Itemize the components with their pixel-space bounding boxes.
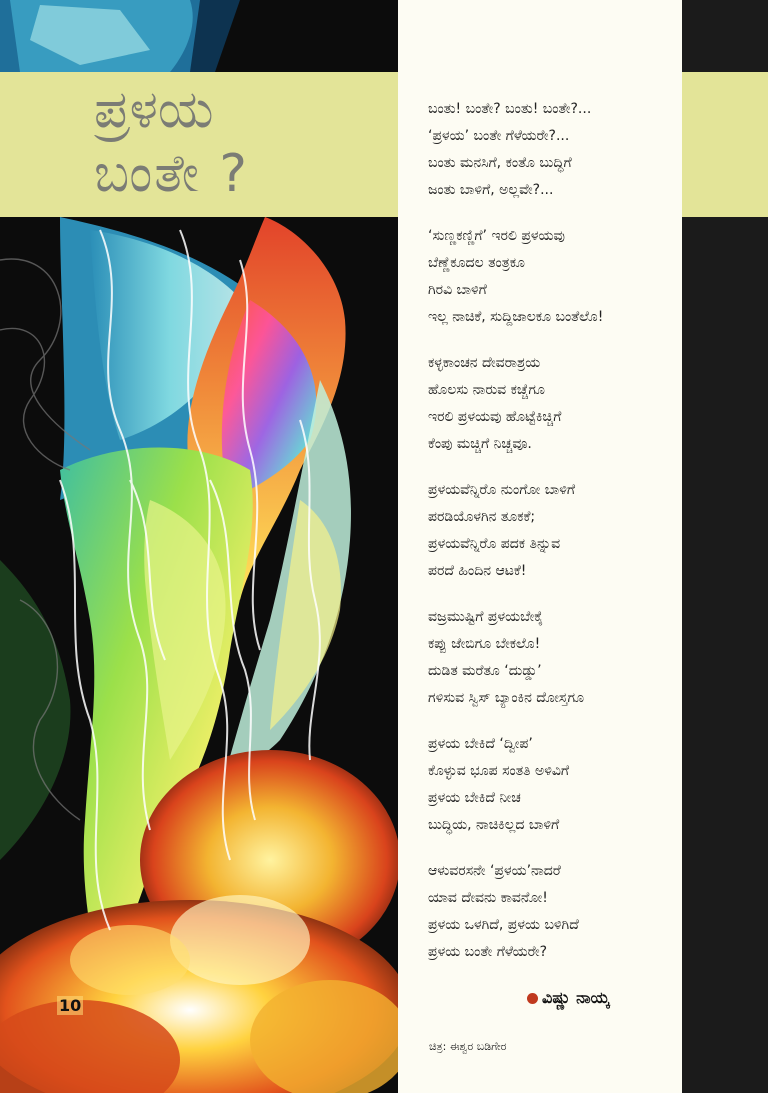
- poem-line: ಪ್ರಳಯ ಒಳಗಿದೆ, ಪ್ರಳಯ ಬಳಿಗಿದೆ: [428, 917, 579, 933]
- poem-stanza: [428, 96, 678, 204]
- poem-line: ಬಂತು ಮನಸಿಗೆ, ಕಂತೊ ಬುದ್ಧಿಗೆ: [428, 155, 572, 171]
- poem-line: ಯಾವ ದೇವನು ಕಾವನೋ!: [428, 890, 548, 906]
- poem-line: ದುಡಿತ ಮರೆತೂ ‘ದುಡ್ಡು’: [428, 663, 542, 679]
- poem-line: ಪರದೆ ಹಿಂದಿನ ಆಟಕೆ!: [428, 563, 527, 579]
- poem-stanza: [428, 731, 678, 839]
- poem-stanza: [428, 350, 678, 458]
- poem-line: ಪ್ರಳಯ ಬಂತೇ ಗೆಳೆಯರೇ?: [428, 944, 548, 960]
- poem-line: ವಜ್ರಮುಷ್ಟಿಗೆ ಪ್ರಳಯಬೇಕೈ: [428, 609, 544, 625]
- poem-line: ಜಂತು ಬಾಳಿಗೆ, ಅಲ್ಲವೇ?...: [428, 182, 554, 198]
- poem-line: ಗಳಿಸುವ ಸ್ವಿಸ್ ಬ್ಯಾಂಕಿನ ದೋಸ್ತಗೂ: [428, 690, 585, 706]
- poem-line: ಬೆಣ್ಣೆಕೂದಲ ತಂತ್ರಕೂ: [428, 255, 525, 271]
- poem: [428, 96, 678, 985]
- poem-stanza: [428, 858, 678, 966]
- page-title: [94, 78, 249, 206]
- title-line-1: ಪ್ರಳಯ: [94, 80, 214, 140]
- poem-line: ಪ್ರಳಯ ಬೇಕಿದೆ ‘ದ್ವೀಪ’: [428, 736, 533, 752]
- poem-line: ‘ಪ್ರಳಯ’ ಬಂತೇ ಗೆಳೆಯರೇ?...: [428, 128, 570, 144]
- poem-line: ಬುದ್ಧಿಯ, ನಾಚಿಕಿಲ್ಲದ ಬಾಳಿಗೆ: [428, 817, 560, 833]
- illustration-credit: ಚಿತ್ರ: ಈಶ್ವರ ಬಡಿಗೇರ: [429, 1040, 507, 1053]
- poem-line: ಆಳುವರಸನೇ ‘ಪ್ರಳಯ’ನಾದರೆ: [428, 863, 561, 879]
- poem-line: ಗಿರವಿ ಬಾಳಿಗೆ: [428, 282, 487, 298]
- poem-line: ಇಲ್ಲ ನಾಚಿಕೆ, ಸುದ್ದಿಜಾಲಕೂ ಬಂತೆಲೊ!: [428, 309, 604, 325]
- poem-stanza: [428, 223, 678, 331]
- poem-line: ಬಂತು! ಬಂತೇ? ಬಂತು! ಬಂತೇ?...: [428, 101, 592, 117]
- title-band-right: [682, 72, 768, 217]
- page-number: 10: [59, 996, 82, 1015]
- poem-line: ಪ್ರಳಯ ಬೇಕಿದೆ ನೀಚ: [428, 790, 521, 806]
- poem-line: ಪ್ರಳಯವೆನ್ನಿರೊ ನುಂಗೋ ಬಾಳಿಗೆ: [428, 482, 576, 498]
- poem-line: ಕಳ್ಳಕಾಂಚನ ದೇವರಾಶ್ರಯ: [428, 355, 541, 371]
- poem-line: ‘ಸುಣ್ಣಕಣ್ಣಿಗೆ’ ಇರಲಿ ಪ್ರಳಯವು: [428, 228, 565, 244]
- poem-stanza: [428, 604, 678, 712]
- poem-line: ಇರಲಿ ಪ್ರಳಯವು ಹೊಟ್ಟೆಕಿಚ್ಚಿಗೆ: [428, 409, 562, 425]
- title-line-2: ಬಂತೇ ?: [94, 144, 249, 204]
- author-name: ವಿಷ್ಣು ನಾಯ್ಕ: [542, 988, 610, 1007]
- author-byline: [527, 988, 609, 1008]
- poem-line: ಕೆಂಪು ಮಚ್ಚಿಗೆ ನಿಚ್ಚವೂ.: [428, 436, 532, 452]
- poem-stanza: [428, 477, 678, 585]
- poem-line: ಕಪ್ಪು ಜೇಬಿಗೂ ಬೇಕಲೊ!: [428, 636, 541, 652]
- poem-line: ಪರಡಿಯೊಳಗಿನ ತೂಕಕೆ;: [428, 509, 536, 525]
- poem-line: ಕೊಳ್ಳುವ ಭೂಪ ಸಂತತಿ ಅಳಿವಿಗೆ: [428, 763, 570, 779]
- poem-line: ಪ್ರಳಯವೆನ್ನಿರೊ ಪದಕ ತಿನ್ನುವ: [428, 536, 561, 552]
- bullet-icon: [527, 993, 538, 1004]
- poem-line: ಹೊಲಸು ನಾರುವ ಕಚ್ಚೆಗೂ: [428, 382, 545, 398]
